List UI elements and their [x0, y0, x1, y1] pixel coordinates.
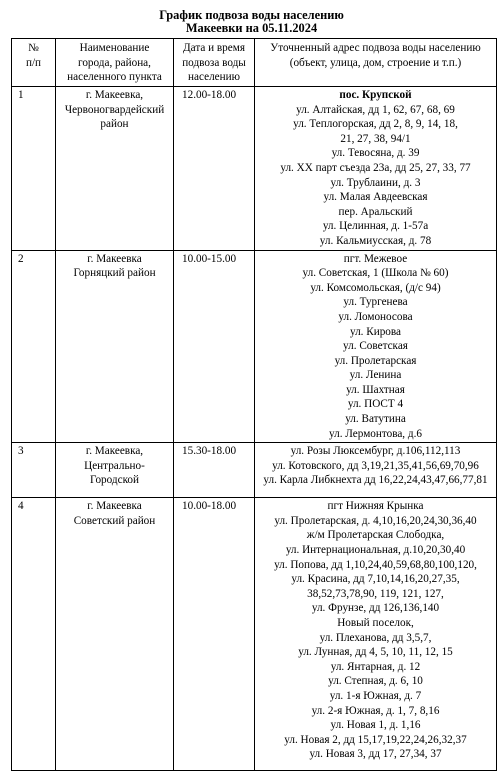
row-addresses: пос. Крупской ул. Алтайская, дд 1, 62, 67, 68, 69 ул. Теплогорская, дд 2, 8, 9, 14, 18, 21, 27, 38, 94/1 ул. Тевосяна, д. 39 ул. XX парт съезда 23а, дд 25, 27, 33, 77 ул. Трублаини, д. 3 ул. Малая Авдеевская пер. Аральский ул. Целинная, д. 1-57а ул. Кальмиусская, д. 78 [255, 87, 497, 251]
title-line-2: Макеевки на 05.11.2024 [185, 21, 318, 35]
row-district: г. Макеевка, Центрально- Городской [56, 443, 174, 498]
header-district: Наименование города, района, населенного пункта [56, 39, 174, 87]
row-addresses: пгт Нижняя Крынка ул. Пролетарская, д. 4,10,16,20,24,30,36,40 ж/м Пролетарская Слободка, ул. Интернациональная, д.10,20,30,40 ул. Попова, дд 1,10,24,40,59,68,80,100,120, ул. Красина, дд 7,10,14,16,20,27,35, 38,52,73,78,90, 119, 121, 127, ул. Фрунзе, дд 126,136,140 Новый поселок, ул. Плеханова, дд 3,5,7, ул. Лунная, дд 4, 5, 10, 11, 12, 15 ул. Янтарная, д. 12 ул. Степная, д. 6, 10 ул. 1-я Южная, д. 7 ул. 2-я Южная, д. 1, 7, 8,16 ул. Новая 1, д. 1,16 ул. Новая 2, дд 15,17,19,22,24,26,32,37 ул. Новая 3, дд 17, 27,34, 37 [255, 498, 497, 771]
table-row [12, 250, 497, 443]
row-district: г. Макеевка Советский район [56, 498, 174, 771]
schedule-table [11, 38, 497, 771]
row-time: 15.30-18.00 [174, 443, 255, 498]
row-number: 4 [12, 498, 56, 771]
row-time: 10.00-18.00 [174, 498, 255, 771]
table-row [12, 498, 497, 771]
header-time: Дата и время подвоза воды населению [174, 39, 255, 87]
table-header-row [12, 39, 497, 87]
row-district: г. Макеевка, Червоногвардейский район [56, 87, 174, 251]
row-time: 12.00-18.00 [174, 87, 255, 251]
document-title [0, 0, 503, 35]
row-number: 2 [12, 250, 56, 443]
row-number: 3 [12, 443, 56, 498]
row-addresses: пгт. Межевое ул. Советская, 1 (Школа № 60) ул. Комсомольская, (д/с 94) ул. Тургенева ул. Ломоносова ул. Кирова ул. Советская ул. Пролетарская ул. Ленина ул. Шахтная ул. ПОСТ 4 ул. Ватутина ул. Лермонтова, д.6 [255, 250, 497, 443]
row-addresses: ул. Розы Люксембург, д.106,112,113 ул. Котовского, дд 3,19,21,35,41,56,69,70,96 ул. Карла Либкнехта дд 16,22,24,43,47,66,77,81 [255, 443, 497, 498]
row-district: г. Макеевка Горняцкий район [56, 250, 174, 443]
row-time: 10.00-15.00 [174, 250, 255, 443]
title-line-1: График подвоза воды населению [159, 8, 344, 22]
header-num: № п/п [12, 39, 56, 87]
table-row [12, 87, 497, 251]
table-row [12, 443, 497, 498]
header-address: Уточненный адрес подвоза воды населению (объект, улица, дом, строение и т.п.) [255, 39, 497, 87]
row-number: 1 [12, 87, 56, 251]
